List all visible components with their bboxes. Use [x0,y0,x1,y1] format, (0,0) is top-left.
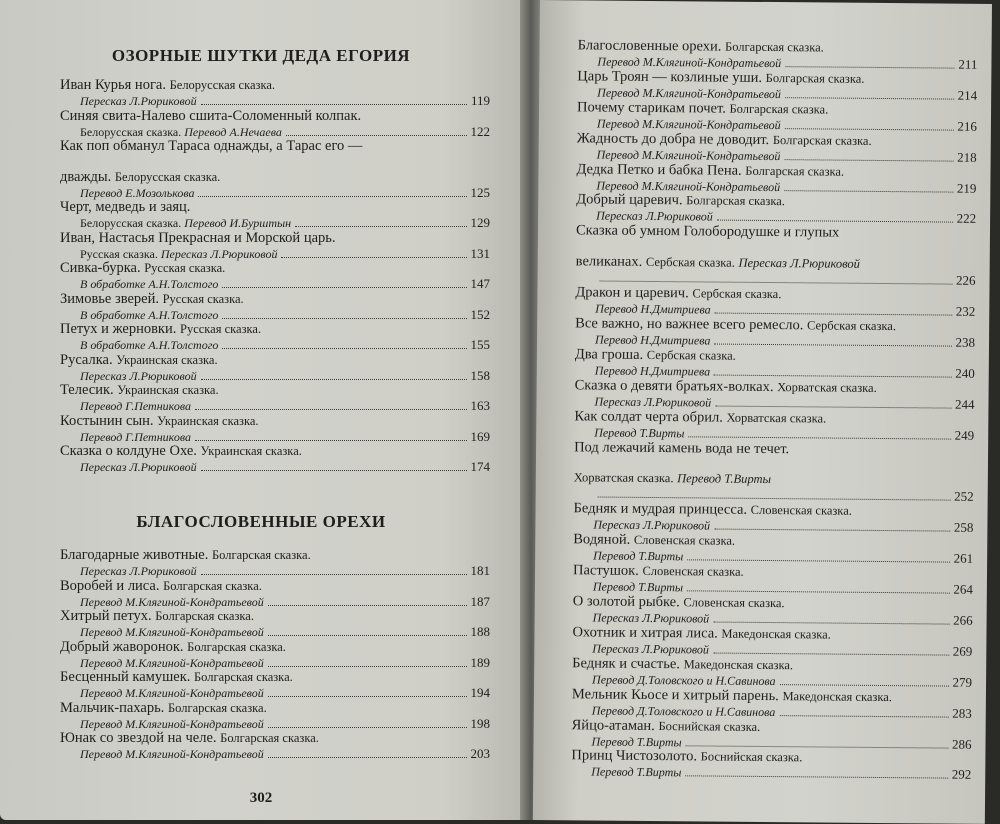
dot-leader [295,226,466,227]
toc-entry [60,231,490,262]
entry-page-number: 125 [471,186,491,200]
entry-page-number: 266 [953,614,973,628]
entry-translator: В обработке А.Н.Толстого [80,308,218,322]
entry-detail-line [60,624,490,639]
toc-entry [60,109,490,140]
entry-page-number: 158 [471,369,491,383]
entry-origin: Словенская сказка. [642,564,743,579]
entry-detail-line [60,655,490,670]
entry-origin: Болгарская сказка. [187,640,286,654]
entry-origin: Болгарская сказка. [766,71,865,86]
entry-translator: В обработке А.Н.Толстого [80,277,218,291]
entry-origin: Хорватская сказка. [777,380,877,395]
entry-title: Как поп обманул Тараса однажды, а Тарас его — [60,138,362,154]
entry-title: Мальчик-пахарь. [60,700,164,716]
entry-title: Под лежачий камень вода не течет. [574,439,789,457]
toc-entry [60,139,490,170]
toc-entry [60,548,490,579]
entry-title-line [60,170,490,185]
entry-origin: Словенская сказка. [683,595,784,610]
dot-leader [268,696,467,697]
entry-title: Охотник и хитрая лиса. [572,624,717,641]
toc-entry [60,353,490,384]
toc-entry [60,444,490,475]
toc-entry [572,687,972,721]
toc-entry [571,718,971,752]
entry-page-number: 219 [957,181,977,195]
entry-origin: Русская сказка. [163,292,244,306]
toc-entry [60,261,490,292]
entry-origin: Словенская сказка. [751,503,852,518]
entry-translator: Перевод М.Клягиной-Кондратьевой [597,116,781,132]
entry-title-line [60,548,490,563]
dot-leader [687,590,949,593]
entry-origin: Сербская сказка. [692,286,781,301]
entry-title: Бедняк и мудрая принцесса. [573,501,747,519]
entry-origin: Болгарская сказка. [155,609,254,623]
entry-page-number: 240 [955,367,975,381]
entry-page-number: 238 [955,336,975,350]
entry-title-line [60,353,490,368]
dot-leader [268,727,467,728]
dot-leader [785,66,954,68]
entry-translator: Перевод М.Клягиной-Кондратьевой [80,686,264,700]
entry-page-number: 163 [471,399,491,413]
entry-detail-line [60,124,490,139]
dot-leader [268,635,467,636]
entry-translator: Пересказ Л.Рюриковой [80,369,197,383]
entry-detail-line [60,368,490,383]
entry-origin: Сербская сказка. [647,348,736,363]
entry-translator: Перевод М.Клягиной-Кондратьевой [80,656,264,670]
dot-leader [714,374,951,377]
entry-title: Бедняк и счастье. [572,655,680,672]
entry-origin: Болгарская сказка. [194,670,293,684]
toc-entry [60,670,490,701]
entry-translator: Перевод М.Клягиной-Кондратьевой [80,595,264,609]
right-page [533,0,992,824]
toc-entry [60,609,490,640]
entry-title-line [60,292,490,307]
dot-leader [201,470,467,471]
entry-page-number: 283 [952,706,972,720]
entry-detail-line [60,594,490,609]
toc-entry [577,38,977,72]
entry-page-number: 258 [954,521,974,535]
entry-title-line [60,383,490,398]
entry-translator: Перевод Г.Петникова [80,399,191,413]
entry-origin: Болгарская сказка. [212,548,311,562]
entry-origin: Украинская сказка. [201,444,302,458]
entry-title-line [576,224,976,242]
entry-title: Дедка Петко и бабка Пена. [576,161,741,178]
entry-page-number: 198 [471,717,491,731]
dot-leader [785,97,954,99]
entry-translator: Перевод М.Клягиной-Кондратьевой [597,85,781,101]
toc-entry [572,656,972,690]
entry-translator: Пересказ Л.Рюриковой [80,94,197,108]
dot-leader [201,574,467,575]
entry-title: Сказка о девяти братьях-волках. [575,377,774,395]
entry-translator: Перевод Н.Дмитриева [595,333,710,348]
entry-title-line [60,731,490,746]
entry-title: Телесик. [60,382,114,398]
entry-page-number: 249 [955,428,975,442]
entry-translator: Пересказ Л.Рюриковой [596,209,713,224]
entry-detail-line [60,459,490,474]
entry-title-line [60,139,490,154]
page-number: 302 [0,790,522,807]
entry-translator: Перевод Т.Вирты [591,734,681,749]
dot-leader [779,715,948,717]
dot-leader [715,313,952,316]
entry-page-number: 222 [957,212,977,226]
entry-title-line [60,670,490,685]
entry-translator: Перевод М.Клягиной-Кондратьевой [80,625,264,639]
entry-page-number: 152 [471,308,491,322]
dot-leader [784,159,953,161]
entry-origin: Украинская сказка. [117,383,218,397]
entry-origin: Словенская сказка. [634,533,735,548]
toc-entry [576,162,976,196]
toc-entry [577,131,977,165]
entry-detail-line [60,563,490,578]
dot-leader [713,622,949,625]
toc-entry [577,69,977,103]
entry-title: Сказка о колдуне Охе. [60,443,197,459]
entry-page-number: 261 [954,552,974,566]
toc-entry [576,224,976,258]
entry-origin: Сербская сказка. [807,318,896,333]
toc-right-column [571,38,977,783]
entry-detail-line [60,429,490,444]
entry-translator: Перевод И.Бурштын [184,216,291,230]
toc-entry [60,383,490,414]
entry-origin: Македонская сказка. [721,627,831,642]
entry-page-number: 244 [955,397,975,411]
toc-entry [576,193,976,227]
entry-title: Жадность до добра не доводит. [577,130,770,148]
entry-page-number: 269 [953,645,973,659]
entry-title: Хитрый петух. [60,608,152,624]
entry-translator: Перевод Т.Вирты [591,765,681,780]
entry-page-number: 169 [471,430,491,444]
toc-entry [60,414,490,445]
entry-origin: Болгарская сказка. [773,133,872,148]
entry-origin: Украинская сказка. [116,353,217,367]
toc-entry [577,100,977,134]
dot-leader [222,318,466,319]
entry-title: Зимовье зверей. [60,291,159,307]
dot-leader [713,652,949,655]
toc-entry [573,594,973,628]
entry-detail-line [60,398,490,413]
entry-page-number: 155 [471,338,491,352]
entry-title-line [60,200,490,215]
entry-title-line [60,579,490,594]
toc-entry [574,440,974,474]
entry-page-number: 252 [954,490,974,504]
entry-title: Воробей и лиса. [60,578,159,594]
toc-entry [572,625,972,659]
section-title-ozornye: ОЗОРНЫЕ ШУТКИ ДЕДА ЕГОРИЯ [0,46,522,66]
entry-title-line [60,231,490,246]
entry-title: Сказка об умном Голобородушке и глупых [576,223,839,241]
dot-leader [715,405,951,408]
entry-origin: Сербская сказка. [646,255,735,270]
entry-translator: Перевод Д.Толовского и Н.Савинова [592,672,776,688]
entry-page-number: 147 [471,277,491,291]
entry-translator: Перевод М.Клягиной-Кондратьевой [80,747,264,761]
dot-leader [286,135,467,136]
entry-title: Петух и жерновки. [60,321,176,337]
entry-origin: Русская сказка. [144,261,225,275]
entry-translator: Перевод Т.Вирты [593,549,683,564]
toc-entry [573,563,973,597]
entry-page-number: 119 [471,94,490,108]
dot-leader [714,529,950,532]
entry-title: Царь Троян — козлиные уши. [577,68,762,86]
entry-title: Бесценный камушек. [60,669,190,685]
entry-title: Водяной. [573,532,630,548]
entry-title-line [60,701,490,716]
entry-origin: Белорусская сказка. [115,170,220,184]
toc-entry [60,322,490,353]
entry-page-number: 203 [471,747,491,761]
toc-entry [574,471,974,505]
entry-page-number: 122 [471,125,491,139]
entry-page-number: 174 [471,460,491,474]
entry-page-number: 218 [957,150,977,164]
toc-section-ozornye [60,78,490,475]
entry-title-line [60,609,490,624]
entry-title: Принц Чистозолото. [571,748,697,765]
entry-title-line [60,109,490,124]
dot-leader [281,257,466,258]
dot-leader [198,196,466,197]
entry-detail-line [60,307,490,322]
dot-leader [222,287,466,288]
entry-translator: Перевод Т.Вирты [677,472,771,487]
entry-detail-line [60,215,490,230]
entry-title-line [574,440,974,458]
entry-translator: Перевод Н.Дмитриева [595,302,710,317]
entry-title: Русалка. [60,352,113,368]
entry-origin: Белорусская сказка. [80,125,181,139]
entry-title-line [60,78,490,93]
entry-title-line [60,261,490,276]
entry-page-number: 226 [956,274,976,288]
section-title-blagoslovennye: БЛАГОСЛОВЕННЫЕ ОРЕХИ [0,512,522,532]
entry-title: Почему старикам почет. [577,99,726,116]
entry-title: Благодарные животные. [60,547,208,563]
entry-title: Юнак со звездой на челе. [60,730,217,746]
entry-title: О золотой рыбке. [573,593,680,610]
toc-entry [574,409,974,443]
entry-page-number: 131 [471,247,491,261]
entry-translator: Перевод М.Клягиной-Кондратьевой [597,147,781,163]
entry-origin: Болгарская сказка. [725,40,824,55]
entry-title-line [60,322,490,337]
entry-page-number: 194 [471,686,491,700]
entry-translator: Пересказ Л.Рюриковой [592,641,709,656]
entry-title-line [60,414,490,429]
dot-leader [268,605,467,606]
toc-entry [575,285,975,319]
entry-origin: Хорватская сказка. [727,410,827,425]
entry-title: великанах. [576,254,643,271]
entry-page-number: 216 [957,119,977,133]
dot-leader [201,379,467,380]
entry-title: Все важно, но важнее всего ремесло. [575,315,803,333]
entry-translator: Перевод Д.Толовского и Н.Савинова [592,703,776,719]
toc-entry [60,579,490,610]
entry-page-number: 211 [958,58,977,72]
entry-title: Дракон и царевич. [575,284,688,301]
entry-page-number: 181 [471,564,491,578]
entry-translator: Пересказ Л.Рюриковой [593,611,710,626]
entry-title: Иван Курья нога. [60,77,166,93]
dot-leader [268,757,467,758]
dot-leader [685,776,947,779]
entry-title: Благословенные орехи. [578,37,722,54]
entry-origin: Болгарская сказка. [729,101,828,116]
dot-leader [780,684,949,686]
entry-page-number: 232 [956,305,976,319]
entry-translator: Пересказ Л.Рюриковой [80,564,197,578]
toc-entry [574,378,974,412]
entry-translator: Пересказ Л.Рюриковой [594,394,711,409]
entry-title: Яйцо-атаман. [572,717,655,734]
entry-title: Пастушок. [573,562,639,579]
entry-page-number: 286 [952,737,972,751]
entry-translator: Пересказ Л.Рюриковой [80,460,197,474]
entry-origin: Боснийская сказка. [701,750,803,765]
dot-leader [201,104,467,105]
entry-title: Сивка-бурка. [60,260,141,276]
entry-translator: Перевод Т.Вирты [594,425,684,440]
toc-entry [575,347,975,381]
entry-title: Как солдат черта обрил. [574,408,723,425]
dot-leader [268,666,467,667]
entry-origin: Русская сказка. [80,247,158,261]
dot-leader [195,440,467,441]
entry-origin: Македонская сказка. [782,689,892,704]
entry-translator: Перевод Н.Дмитриева [595,363,710,378]
dot-leader [785,128,954,130]
entry-page-number: 187 [471,595,491,609]
entry-title: Добрый жаворонок. [60,639,184,655]
entry-translator: Перевод М.Клягиной-Кондратьевой [80,717,264,731]
entry-detail-line [60,337,490,352]
entry-origin: Болгарская сказка. [168,701,267,715]
toc-entry [60,731,490,762]
entry-origin: Болгарская сказка. [163,579,262,593]
dot-leader [686,745,948,748]
toc-entry [60,701,490,732]
toc-section-blagoslovennye [60,548,490,762]
entry-title: Черт, медведь и заяц. [60,199,190,215]
entry-origin: Белорусская сказка. [80,216,181,230]
toc-entry [60,170,490,201]
toc-entry [60,292,490,323]
entry-translator: Перевод М.Клягиной-Кондратьевой [596,178,780,194]
toc-entry [571,749,971,783]
entry-translator: Перевод А.Нечаева [184,125,282,139]
entry-title: Два гроша. [575,346,643,363]
entry-translator: Пересказ Л.Рюриковой [593,518,710,533]
toc-entry [576,255,976,289]
entry-detail-line [571,764,971,782]
entry-origin: Болгарская сказка. [745,163,844,178]
entry-translator: Перевод М.Клягиной-Кондратьевой [597,55,781,71]
entry-detail-line [60,716,490,731]
dot-leader [222,348,466,349]
toc-entry [60,78,490,109]
toc-entry [575,316,975,350]
entry-origin: Болгарская сказка. [686,194,785,209]
entry-detail-line [60,746,490,761]
entry-translator: Перевод Г.Петникова [80,430,191,444]
entry-title: Костынин сын. [60,413,154,429]
entry-page-number: 214 [958,89,978,103]
dot-leader [687,560,949,563]
entry-page-number: 188 [471,625,491,639]
entry-translator: В обработке А.Н.Толстого [80,338,218,352]
entry-page-number: 264 [953,583,973,597]
entry-title: Мельник Кьосе и хитрый парень. [572,686,779,704]
entry-origin: Украинская сказка. [157,414,258,428]
toc-entry [60,640,490,671]
toc-entry [573,502,973,536]
entry-origin: Русская сказка. [180,322,261,336]
dot-leader [717,220,953,223]
entry-origin: Македонская сказка. [684,657,794,672]
entry-page-number: 292 [952,768,972,782]
entry-title: Иван, Настасья Прекрасная и Морской царь. [60,230,336,246]
dot-leader [195,409,467,410]
dot-leader [688,436,950,439]
entry-origin: Болгарская сказка. [220,731,319,745]
entry-detail-line [60,685,490,700]
dot-leader [784,190,953,192]
entry-translator: Пересказ Л.Рюриковой [161,247,278,261]
entry-detail-line [60,276,490,291]
entry-translator: Перевод Е.Мозолькова [80,186,194,200]
toc-entry [573,533,973,567]
entry-origin: Хорватская сказка. [574,471,674,486]
entry-title: Синяя свита-Налево сшита-Соломенный колпак. [60,108,361,124]
entry-detail-line [60,93,490,108]
entry-origin: Белорусская сказка. [170,78,275,92]
entry-page-number: 279 [952,675,972,689]
toc-entry [60,200,490,231]
entry-detail-line [60,185,490,200]
entry-translator: Пересказ Л.Рюриковой [738,256,860,271]
entry-title-line [60,640,490,655]
entry-title: Добрый царевич. [576,192,682,209]
entry-translator: Перевод Т.Вирты [593,580,683,595]
entry-origin: Боснийская сказка. [658,719,760,734]
entry-page-number: 189 [471,656,491,670]
entry-title-line [60,444,490,459]
entry-page-number: 129 [471,216,491,230]
dot-leader [714,344,951,347]
entry-title: дважды. [60,169,111,185]
entry-detail-line [60,246,490,261]
